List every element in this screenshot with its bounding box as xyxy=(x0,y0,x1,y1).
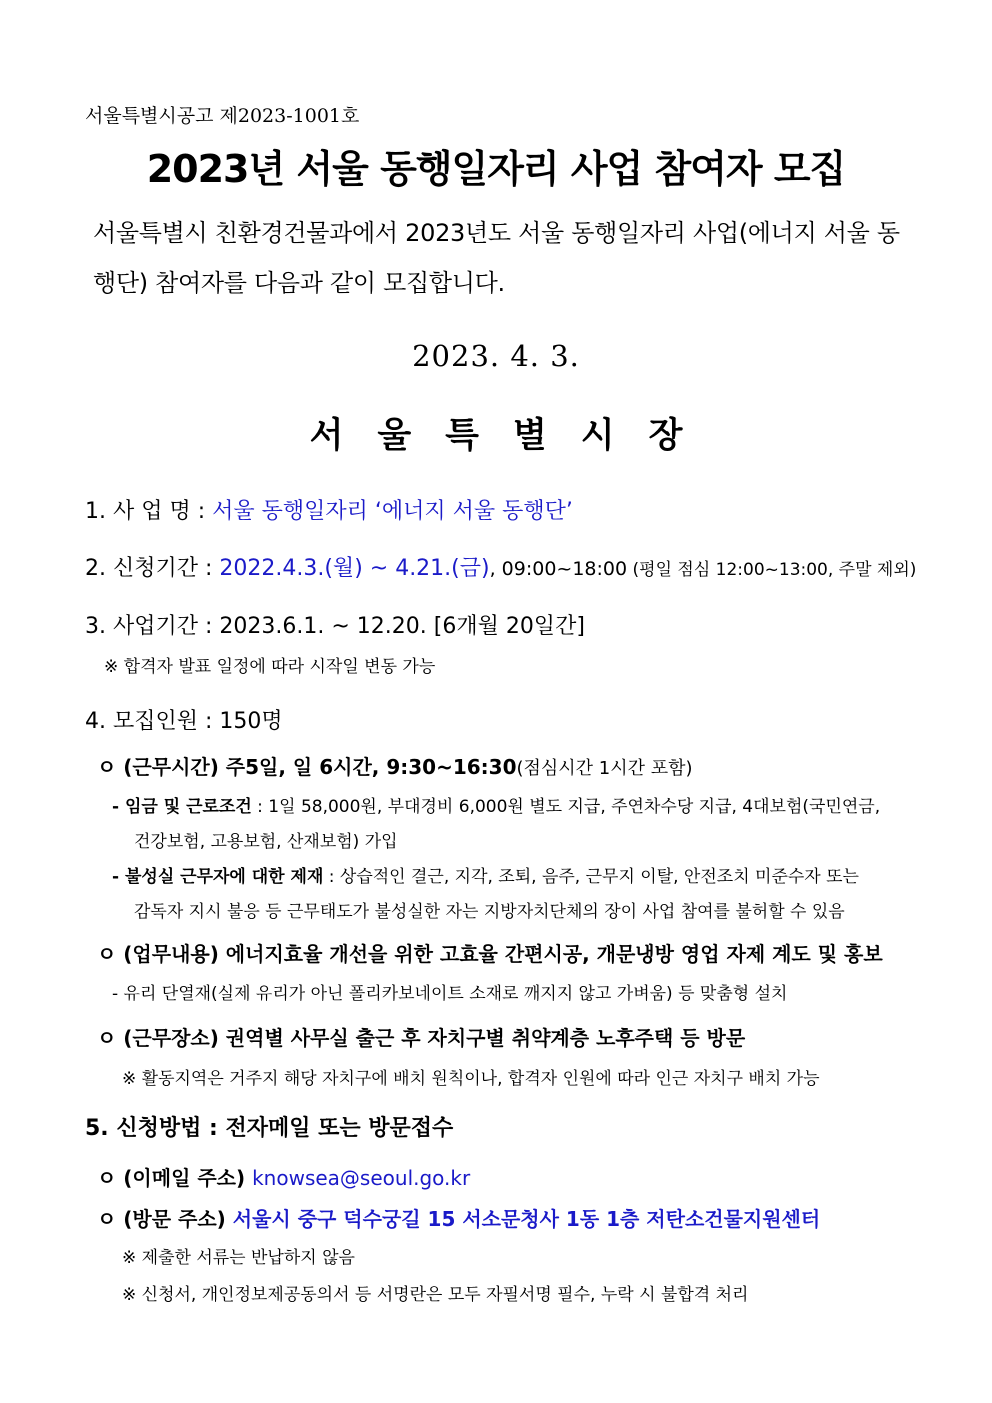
work-time-note: (점심시간 1시간 포함) xyxy=(516,758,693,779)
application-period: 2022.4.3.(월) ~ 4.21.(금) xyxy=(219,556,490,581)
section-1 xyxy=(85,494,573,525)
wage-line xyxy=(112,792,880,817)
email-link[interactable]: knowsea@seoul.go.kr xyxy=(252,1166,471,1190)
section-3: 3. 사업기간 : 2023.6.1. ~ 12.20. [6개월 20일간] xyxy=(85,614,585,639)
place-line: ㅇ (근무장소) 권역별 사무실 출근 후 자치구별 취약계층 노후주택 등 방문 xyxy=(97,1026,746,1050)
section-2-label: 2. 신청기간 : xyxy=(85,556,220,581)
application-hours: , 09:00~18:00 xyxy=(489,558,628,580)
section-1-label: 1. 사 업 명 : xyxy=(85,499,213,524)
wage-label: - 임금 및 근로조건 xyxy=(112,797,252,817)
sanction-line xyxy=(112,862,859,887)
email-label: ㅇ (이메일 주소) xyxy=(97,1166,253,1190)
application-hours-note: (평일 점심 12:00~13:00, 주말 제외) xyxy=(627,560,917,580)
visit-address: 서울시 중구 덕수궁길 15 서소문청사 1동 1층 저탄소건물지원센터 xyxy=(232,1207,821,1231)
work-time-text: ㅇ (근무시간) 주5일, 일 6시간, 9:30~16:30 xyxy=(97,755,517,779)
visit-label: ㅇ (방문 주소) xyxy=(97,1207,233,1231)
place-note: ※ 활동지역은 거주지 해당 자치구에 배치 원칙이나, 합격자 인원에 따라 인근 자치구 배치 가능 xyxy=(122,1069,820,1089)
sanction-continued: 감독자 지시 불응 등 근무태도가 불성실한 자는 지방자치단체의 장이 사업 참여를 불허할 수 있음 xyxy=(134,902,845,922)
sanction-label: - 불성실 근무자에 대한 제재 xyxy=(112,867,324,887)
section-3-note: ※ 합격자 발표 일정에 따라 시작일 변동 가능 xyxy=(104,657,436,677)
section-4: 4. 모집인원 : 150명 xyxy=(85,709,283,734)
section-5-note-2: ※ 신청서, 개인정보제공동의서 등 서명란은 모두 자필서명 필수, 누락 시 불합격 처리 xyxy=(122,1285,749,1305)
announcement-date: 2023. 4. 3. xyxy=(412,339,580,373)
issuer-name: 서울특별시장 xyxy=(309,416,717,456)
intro-line-1: 서울특별시 친환경건물과에서 2023년도 서울 동행일자리 사업(에너지 서울 동 xyxy=(93,219,900,247)
wage-continued: 건강보험, 고용보험, 산재보험) 가입 xyxy=(134,832,398,852)
project-name: 서울 동행일자리 ‘에너지 서울 동행단’ xyxy=(212,499,573,524)
visit-line xyxy=(97,1203,820,1232)
wage-text: : 1일 58,000원, 부대경비 6,000원 별도 지급, 주연차수당 지급, 4대보험(국민연금, xyxy=(251,797,881,817)
duty-line: ㅇ (업무내용) 에너지효율 개선을 위한 고효율 간편시공, 개문냉방 영업 자제 계도 및 홍보 xyxy=(97,942,883,966)
intro-line-2: 행단) 참여자를 다음과 같이 모집합니다. xyxy=(93,269,505,297)
work-time xyxy=(97,751,693,780)
section-5-note-1: ※ 제출한 서류는 반납하지 않음 xyxy=(122,1248,355,1268)
section-2 xyxy=(85,551,916,582)
document-title: 2023년 서울 동행일자리 사업 참여자 모집 xyxy=(146,147,846,191)
duty-sub: - 유리 단열재(실제 유리가 아닌 폴리카보네이트 소재로 깨지지 않고 가벼움) 등 맞춤형 설치 xyxy=(112,984,788,1004)
email-line xyxy=(97,1162,470,1191)
section-5: 5. 신청방법 : 전자메일 또는 방문접수 xyxy=(85,1116,454,1141)
sanction-text: : 상습적인 결근, 지각, 조퇴, 음주, 근무지 이탈, 안전조치 미준수자 또는 xyxy=(323,867,859,887)
notice-number: 서울특별시공고 제2023-1001호 xyxy=(85,105,360,127)
